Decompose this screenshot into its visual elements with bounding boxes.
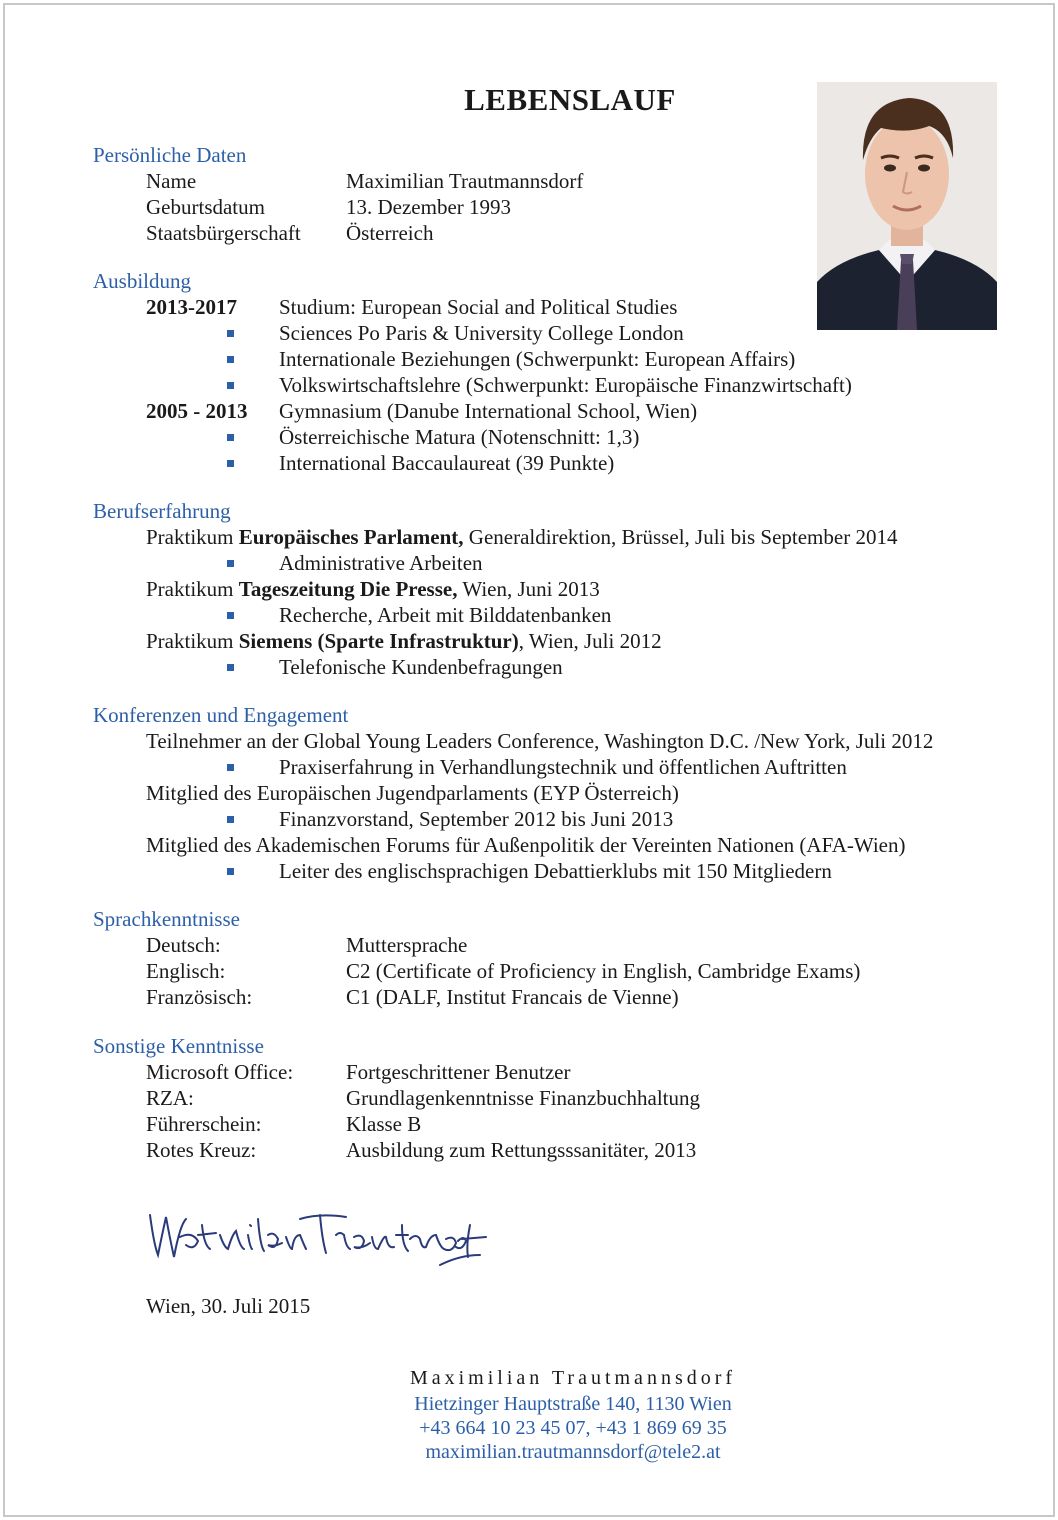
skill-label: Führerschein:: [146, 1112, 262, 1136]
experience-employer: Tageszeitung Die Presse,: [238, 577, 458, 601]
section-title-languages: Sprachkenntnisse: [93, 907, 240, 931]
language-value: C2 (Certificate of Proficiency in English, Cambridge Exams): [346, 959, 861, 983]
bullet-icon: [227, 816, 234, 823]
section-title-experience: Berufserfahrung: [93, 499, 231, 523]
bullet-icon: [227, 434, 234, 441]
footer-phone: +43 664 10 23 45 07, +43 1 869 69 35: [419, 1417, 727, 1439]
experience-prefix: Praktikum: [146, 525, 239, 549]
portrait-photo: [817, 82, 997, 330]
skill-label: Rotes Kreuz:: [146, 1138, 257, 1162]
skill-label: RZA:: [146, 1086, 194, 1110]
experience-prefix: Praktikum: [146, 577, 239, 601]
bullet-icon: [227, 664, 234, 671]
place-date: Wien, 30. Juli 2015: [146, 1294, 311, 1318]
skill-value: Klasse B: [346, 1112, 422, 1136]
bullet-icon: [227, 330, 234, 337]
section-title-skills: Sonstige Kenntnisse: [93, 1034, 264, 1058]
education-bullet-text: Sciences Po Paris & University College London: [279, 321, 684, 345]
bullet-icon: [227, 356, 234, 363]
skill-value: Grundlagenkenntnisse Finanzbuchhaltung: [346, 1086, 701, 1110]
personal-value: Österreich: [346, 221, 434, 245]
conference-bullet-text: Praxiserfahrung in Verhandlungstechnik und öffentlichen Auftritten: [279, 755, 847, 779]
experience-details: , Wien, Juli 2012: [518, 629, 662, 653]
personal-value: 13. Dezember 1993: [346, 195, 512, 219]
language-value: C1 (DALF, Institut Francais de Vienne): [346, 985, 679, 1009]
language-label: Englisch:: [146, 959, 226, 983]
conference-bullet-text: Leiter des englischsprachigen Debattierklubs mit 150 Mitgliedern: [279, 859, 832, 883]
education-bullet-text: Internationale Beziehungen (Schwerpunkt: European Affairs): [279, 347, 796, 371]
personal-label: Staatsbürgerschaft: [146, 221, 301, 245]
bullet-icon: [227, 460, 234, 467]
conference-text: Teilnehmer an der Global Young Leaders Conference, Washington D.C. /New York, Juli 2012: [146, 729, 934, 753]
experience-prefix: Praktikum: [146, 629, 239, 653]
experience-details: Generaldirektion, Brüssel, Juli bis September 2014: [463, 525, 898, 549]
experience-details: Wien, Juni 2013: [457, 577, 600, 601]
education-bullet-text: International Baccaulaureat (39 Punkte): [279, 451, 615, 475]
education-years: 2005 - 2013: [146, 399, 248, 423]
language-label: Deutsch:: [146, 933, 221, 957]
section-title-education: Ausbildung: [93, 269, 192, 293]
bullet-icon: [227, 868, 234, 875]
personal-label: Name: [146, 169, 197, 193]
bullet-icon: [227, 764, 234, 771]
section-title-personal: Persönliche Daten: [93, 143, 247, 167]
personal-label: Geburtsdatum: [146, 195, 265, 219]
education-bullet-text: Österreichische Matura (Notenschnitt: 1,3): [279, 425, 640, 449]
footer-address: Hietzinger Hauptstraße 140, 1130 Wien: [414, 1393, 732, 1415]
language-value: Muttersprache: [346, 933, 468, 957]
experience-employer: Europäisches Parlament,: [238, 525, 464, 549]
language-label: Französisch:: [146, 985, 253, 1009]
education-text: Gymnasium (Danube International School, Wien): [279, 399, 698, 423]
personal-value: Maximilian Trautmannsdorf: [346, 169, 584, 193]
bullet-icon: [227, 382, 234, 389]
skill-value: Ausbildung zum Rettungsssanitäter, 2013: [346, 1138, 697, 1162]
education-years: 2013-2017: [146, 295, 237, 319]
education-text: Studium: European Social and Political Studies: [279, 295, 678, 319]
conference-text: Mitglied des Akademischen Forums für Außenpolitik der Vereinten Nationen (AFA-Wien): [146, 833, 906, 857]
skill-value: Fortgeschrittener Benutzer: [346, 1060, 571, 1084]
handwritten-signature: [140, 1195, 490, 1275]
education-bullet-text: Volkswirtschaftslehre (Schwerpunkt: Europäische Finanzwirtschaft): [279, 373, 852, 397]
footer-name: Maximilian Trautmannsdorf: [409, 1367, 737, 1389]
bullet-icon: [227, 560, 234, 567]
experience-employer: Siemens (Sparte Infrastruktur): [238, 629, 519, 653]
experience-bullet-text: Recherche, Arbeit mit Bilddatenbanken: [279, 603, 612, 627]
bullet-icon: [227, 612, 234, 619]
conference-bullet-text: Finanzvorstand, September 2012 bis Juni 2013: [279, 807, 674, 831]
section-title-conferences: Konferenzen und Engagement: [93, 703, 349, 727]
page-title: LEBENSLAUF: [464, 82, 676, 117]
conference-text: Mitglied des Europäischen Jugendparlaments (EYP Österreich): [146, 781, 679, 805]
experience-bullet-text: Administrative Arbeiten: [279, 551, 483, 575]
skill-label: Microsoft Office:: [146, 1060, 294, 1084]
experience-bullet-text: Telefonische Kundenbefragungen: [279, 655, 563, 679]
footer-email[interactable]: maximilian.trautmannsdorf@tele2.at: [425, 1441, 721, 1463]
